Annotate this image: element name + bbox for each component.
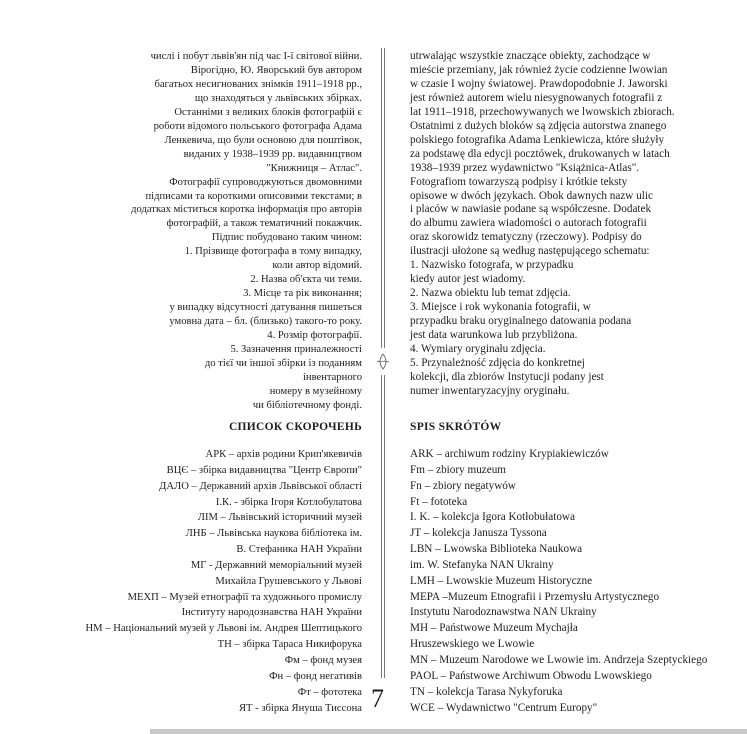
text-line: "Книжниця – Атлас".: [266, 162, 362, 174]
text-line: i placów w nawiasie podane są współczesne. Dodatek: [410, 203, 652, 216]
text-line: у випадку відсутності датування пишеться: [169, 302, 362, 314]
text-line: 2. Назва об'єкта чи теми.: [250, 274, 362, 286]
abbreviation-item: В. Стефаника НАН України: [236, 544, 362, 556]
abbreviation-item: Інституту народознавства НАН України: [181, 607, 362, 619]
text-line: Останніми з великих блоків фотографій є: [174, 106, 362, 118]
abbreviation-item: ТН – збірка Тараса Никифорука: [217, 639, 362, 651]
text-line: mieście przemiany, jak również życie codzienne lwowian: [410, 63, 668, 76]
abbreviation-item: Hruszewskiego we Lwowie: [410, 638, 535, 651]
text-line: Вірогідно, Ю. Яворський був автором: [190, 64, 362, 76]
text-line: do albumu zawiera wiadomości o autorach fotografii: [410, 217, 647, 230]
abbreviation-item: WCE – Wydawnictwo "Centrum Europy": [410, 701, 598, 714]
text-line: utrwalając wszystkie znaczące obiekty, zachodzące w: [410, 50, 651, 62]
page-number: 7: [371, 684, 384, 713]
abbreviation-item: MH – Państwowe Muzeum Mychajła: [410, 622, 578, 635]
text-line: 1. Прізвище фотографа в тому випадку,: [184, 246, 362, 258]
text-line: інвентарного: [302, 371, 362, 383]
text-line: підписами та короткими описовими текстами; в: [145, 190, 362, 202]
abbreviation-item: ЯТ - збірка Януша Тиссона: [238, 702, 362, 714]
abbreviation-item: I. K. – kolekcja Igora Kotłobułatowa: [410, 511, 575, 524]
text-line: 2. Nazwa obiektu lub temat zdjęcia.: [410, 287, 571, 300]
text-line: 3. Місце та рік виконання;: [243, 288, 362, 300]
abbreviation-item: Fm – zbiory muzeum: [410, 463, 507, 476]
text-line: lat 1911–1918, przechowywanych we lwowskich zbiorach.: [410, 105, 675, 118]
text-line: номеру в музейному: [269, 385, 362, 397]
text-line: Фотографії супроводжуються двомовними: [169, 176, 362, 188]
text-line: що знаходяться у львівських збірках.: [194, 92, 362, 104]
text-line: 5. Przynależność zdjęcia do konkretnej: [410, 356, 585, 369]
column-divider-ornament: [376, 48, 390, 678]
text-line: чи бібліотечному фонді.: [252, 399, 362, 411]
abbreviation-item: МГ - Державний меморіальний музей: [190, 559, 362, 571]
text-line: jest data warunkowa lub przybliżona.: [410, 329, 578, 342]
abbreviation-item: Fn – zbiory negatywów: [410, 479, 516, 492]
text-line: 3. Miejsce i rok wykonania fotografii, w: [410, 301, 591, 314]
abbreviation-item: Фн – фонд негативів: [269, 670, 362, 682]
abbreviations-list-polish: [410, 447, 730, 716]
abbreviation-item: LBN – Lwowska Biblioteka Naukowa: [410, 543, 583, 556]
text-line: jest również autorem wielu niesygnowanych fotografii z: [410, 91, 663, 104]
abbreviation-item: Михайла Грушевського у Львові: [215, 575, 362, 587]
text-line: oraz skorowidz tematyczny (rzeczowy). Podpisy do: [410, 231, 642, 244]
text-line: 4. Розмір фотографії.: [267, 330, 362, 342]
abbreviations-heading-ukrainian: СПИСОК СКОРОЧЕНЬ: [228, 421, 362, 433]
text-line: до тієї чи іншої збірки із поданням: [204, 357, 362, 369]
text-line: багатьох несигнованих знімків 1911–1918 рр.,: [154, 78, 362, 90]
text-line: фотографій, а також тематичний покажчик.: [166, 218, 362, 230]
abbreviation-item: І.К. - збірка Ігоря Котлобулатова: [215, 496, 362, 508]
text-line: 1. Nazwisko fotografa, w przypadku: [410, 259, 574, 272]
text-line: 1938–1939 przez wydawnictwo "Książnica-Atlas".: [410, 161, 640, 174]
abbreviation-item: TN – kolekcja Tarasa Nykyforuka: [410, 685, 563, 698]
abbreviation-item: JT – kolekcja Janusza Tyssona: [410, 527, 547, 540]
text-line: Ostatnimi z dużych bloków są zdjęcia autorstwa znanego: [410, 119, 667, 132]
abbreviation-item: Ft – fototeka: [410, 495, 468, 508]
abbreviations-heading-polish: SPIS SKRÓTÓW: [410, 421, 502, 433]
text-line: opisowe w dwóch językach. Obok dawnych nazw ulic: [410, 189, 653, 202]
abbreviation-item: LMH – Lwowskie Muzeum Historyczne: [410, 574, 593, 587]
text-line: Fotografiom towarzyszą podpisy i krótkie teksty: [410, 175, 628, 188]
text-line: numer inwentaryzacyjny oryginału.: [410, 384, 570, 397]
bottom-scan-edge: [150, 729, 747, 734]
abbreviation-item: НМ – Національний музей у Львові ім. Андрея Шептицького: [85, 623, 362, 635]
abbreviation-item: Фт – фототека: [297, 686, 362, 698]
abbreviation-item: ЛНБ – Львівська наукова бібліотека ім.: [185, 528, 362, 540]
text-line: Підпис побудовано таким чином:: [211, 232, 362, 244]
abbreviation-item: АРК – архів родини Крип'якевичів: [205, 449, 362, 460]
abbreviation-item: PAOL – Państwowe Archiwum Obwodu Lwowskiego: [410, 669, 652, 682]
abbreviation-item: ДАЛО – Державний архів Львівської області: [159, 480, 362, 492]
text-line: kolekcji, dla zbiorów Instytucji podany jest: [410, 370, 604, 383]
abbreviation-item: ARK – archiwum rodziny Krypiakiewiczów: [410, 448, 609, 460]
abbreviation-item: МЕХП – Музей етнографії та художнього промислу: [127, 591, 362, 603]
text-line: kiedy autor jest wiadomy.: [410, 273, 526, 286]
text-line: 5. Зазначення приналежності: [230, 344, 362, 356]
abbreviations-list-ukrainian: [52, 447, 362, 716]
abbreviation-item: ЛІМ – Львівський історичний музей: [197, 512, 362, 524]
text-line: 4. Wymiary oryginału zdjęcia.: [410, 343, 546, 356]
text-line: Ленкевича, що були основою для поштівок,: [164, 134, 362, 146]
abbreviation-item: MEPA –Muzeum Etnografii i Przemysłu Artystycznego: [410, 590, 660, 603]
ukrainian-text-column: [60, 50, 362, 413]
text-line: przypadku braku oryginalnego datowania podana: [410, 315, 632, 328]
text-line: za podstawę dla edycji pocztówek, drukowanych w latach: [410, 147, 670, 160]
abbreviation-item: Фм – фонд музея: [284, 654, 362, 666]
text-line: умовна дата – бл. (близько) такого-то року.: [169, 316, 362, 328]
text-line: ilustracji ułożone są według następującego schematu:: [410, 245, 650, 258]
text-line: виданих у 1938–1939 рр. видавництвом: [183, 148, 362, 160]
text-line: додатках міститься коротка інформація про авторів: [131, 204, 362, 216]
text-line: роботи відомого польського фотографа Адама: [153, 120, 362, 132]
abbreviation-item: MN – Muzeum Narodowe we Lwowie im. Andrzeja Szeptyckiego: [410, 653, 708, 666]
text-line: polskiego fotografika Adama Lenkiewicza, które służyły: [410, 133, 665, 146]
text-line: w czasie I wojny światowej. Prawdopodobnie J. Jaworski: [410, 77, 668, 90]
abbreviation-item: Instytutu Narodoznawstwa NAN Ukrainy: [410, 606, 597, 619]
polish-text-column: [410, 50, 710, 399]
text-line: числі і побут львів'ян під час І-ї світової війни.: [150, 51, 362, 62]
abbreviation-item: im. W. Stefanyka NAN Ukrainy: [410, 558, 554, 571]
text-line: коли автор відомий.: [272, 260, 362, 272]
abbreviation-item: ВЦЄ – збірка видавництва "Центр Європи": [166, 464, 362, 476]
